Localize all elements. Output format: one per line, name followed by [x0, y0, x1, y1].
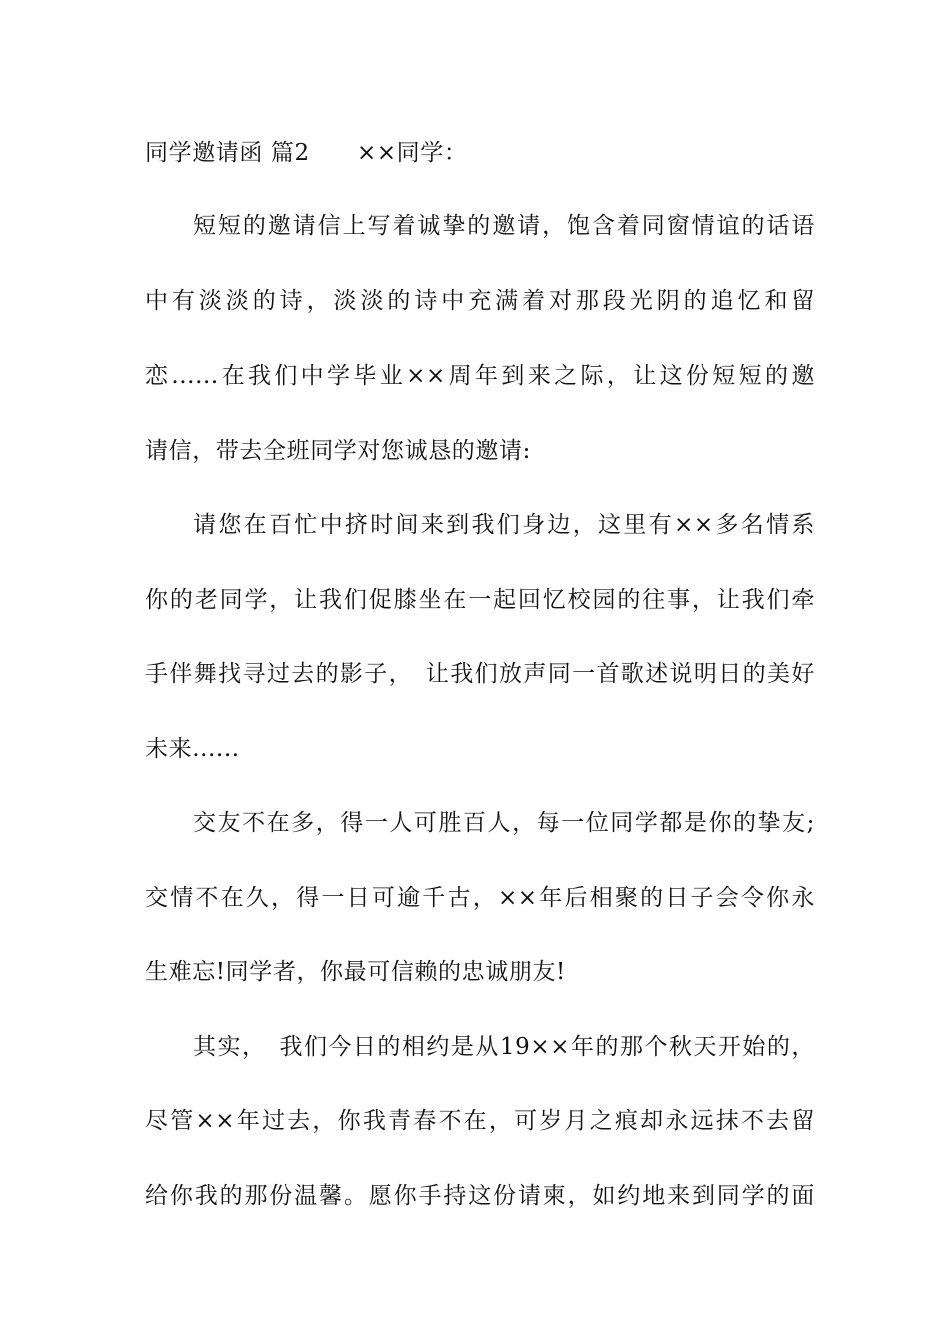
paragraph-1-line-1: 短短的邀请信上写着诚挚的邀请，饱含着同窗情谊的话语: [193, 213, 815, 239]
paragraph-1-line-3: 恋......在我们中学毕业××周年到来之际，让这份短短的邀: [145, 363, 815, 389]
paragraph-3-line-1: 交友不在多，得一人可胜百人，每一位同学都是你的挚友;: [193, 810, 815, 836]
paragraph-2-line-2: 你的老同学，让我们促膝坐在一起回忆校园的往事，让我们牵: [145, 587, 815, 613]
paragraph-1-line-2: 中有淡淡的诗，淡淡的诗中充满着对那段光阴的追忆和留: [145, 288, 815, 314]
paragraph-3-line-2: 交情不在久，得一日可逾千古，××年后相聚的日子会令你永: [145, 885, 815, 911]
paragraph-4-line-3: 给你我的那份温馨。愿你手持这份请柬，如约地来到同学的面: [145, 1183, 815, 1209]
paragraph-4-line-2: 尽管××年过去，你我青春不在，可岁月之痕却永远抹不去留: [145, 1108, 815, 1134]
paragraph-2-line-4: 未来......: [145, 736, 240, 762]
paragraph-2-line-3: 手伴舞找寻过去的影子， 让我们放声同一首歌述说明日的美好: [145, 661, 815, 687]
paragraph-3-line-3: 生难忘!同学者，你最可信赖的忠诚朋友!: [145, 959, 566, 985]
paragraph-1-line-4: 请信，带去全班同学对您诚恳的邀请:: [145, 438, 531, 464]
paragraph-2-line-1: 请您在百忙中挤时间来到我们身边，这里有××多名情系: [193, 512, 815, 538]
paragraph-4-line-1: 其实， 我们今日的相约是从19××年的那个秋天开始的，: [193, 1034, 815, 1060]
heading-line: 同学邀请函 篇2 ××同学：: [145, 140, 468, 166]
